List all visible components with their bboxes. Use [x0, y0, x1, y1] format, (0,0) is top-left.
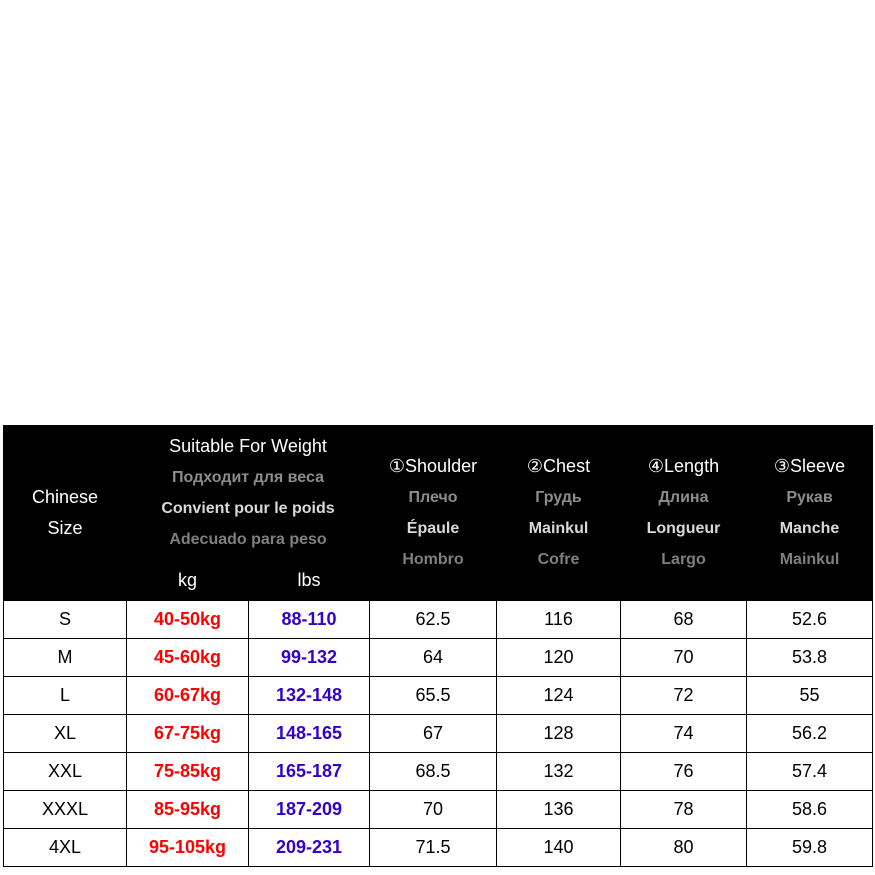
header-chest [497, 426, 621, 601]
cell-lbs: 132-148 [249, 677, 370, 715]
header-lbs: lbs [249, 560, 370, 601]
cell-kg: 67-75kg [127, 715, 249, 753]
header-kg: kg [127, 560, 249, 601]
size-chart-body [4, 601, 873, 867]
header-chest-fr: Mainkul [528, 520, 589, 537]
cell-lbs: 99-132 [249, 639, 370, 677]
cell-size: S [4, 601, 127, 639]
cell-kg: 75-85kg [127, 753, 249, 791]
table-row [4, 677, 873, 715]
cell-sleeve: 53.8 [747, 639, 873, 677]
cell-sleeve: 56.2 [747, 715, 873, 753]
cell-chest: 140 [497, 829, 621, 867]
cell-size: L [4, 677, 127, 715]
table-row [4, 753, 873, 791]
cell-length: 72 [621, 677, 747, 715]
cell-size: 4XL [4, 829, 127, 867]
header-chest-ru: Грудь [535, 489, 582, 506]
cell-kg: 85-95kg [127, 791, 249, 829]
header-length-fr: Longueur [646, 520, 721, 537]
header-shoulder [370, 426, 497, 601]
cell-shoulder: 65.5 [370, 677, 497, 715]
cell-length: 78 [621, 791, 747, 829]
cell-chest: 120 [497, 639, 621, 677]
header-length [621, 426, 747, 601]
header-shoulder-ru: Плечо [408, 489, 458, 506]
table-row [4, 601, 873, 639]
table-row [4, 791, 873, 829]
cell-size: XXL [4, 753, 127, 791]
table-row [4, 829, 873, 867]
cell-length: 74 [621, 715, 747, 753]
cell-shoulder: 62.5 [370, 601, 497, 639]
cell-lbs: 165-187 [249, 753, 370, 791]
cell-chest: 136 [497, 791, 621, 829]
cell-lbs: 148-165 [249, 715, 370, 753]
header-shoulder-es: Hombro [402, 551, 464, 568]
size-chart-header [4, 426, 873, 601]
cell-kg: 45-60kg [127, 639, 249, 677]
cell-chest: 124 [497, 677, 621, 715]
cell-shoulder: 64 [370, 639, 497, 677]
header-length-ru: Длина [658, 489, 709, 506]
header-weight-en: Suitable For Weight [169, 435, 327, 456]
header-sleeve-es: Mainkul [779, 551, 840, 568]
header-weight [127, 426, 370, 560]
header-chest-en: ②Chest [526, 456, 591, 476]
header-sleeve-ru: Рукав [786, 489, 833, 506]
cell-sleeve: 55 [747, 677, 873, 715]
cell-kg: 60-67kg [127, 677, 249, 715]
header-chinese-size-line2: Size [47, 518, 83, 538]
header-weight-ru: Подходит для веса [172, 468, 324, 486]
cell-lbs: 88-110 [249, 601, 370, 639]
cell-shoulder: 71.5 [370, 829, 497, 867]
header-sleeve-fr: Manche [779, 520, 840, 537]
cell-length: 80 [621, 829, 747, 867]
table-row [4, 715, 873, 753]
cell-chest: 132 [497, 753, 621, 791]
cell-sleeve: 52.6 [747, 601, 873, 639]
cell-sleeve: 59.8 [747, 829, 873, 867]
header-chinese-size [4, 426, 127, 601]
cell-shoulder: 67 [370, 715, 497, 753]
cell-chest: 116 [497, 601, 621, 639]
cell-kg: 95-105kg [127, 829, 249, 867]
cell-length: 68 [621, 601, 747, 639]
cell-lbs: 209-231 [249, 829, 370, 867]
header-shoulder-en: ①Shoulder [388, 456, 478, 476]
table-row [4, 639, 873, 677]
cell-size: M [4, 639, 127, 677]
size-chart-table [3, 425, 873, 867]
cell-lbs: 187-209 [249, 791, 370, 829]
cell-sleeve: 58.6 [747, 791, 873, 829]
header-length-es: Largo [661, 551, 706, 568]
cell-length: 70 [621, 639, 747, 677]
cell-size: XL [4, 715, 127, 753]
cell-shoulder: 68.5 [370, 753, 497, 791]
header-weight-es: Adecuado para peso [169, 530, 327, 548]
cell-size: XXXL [4, 791, 127, 829]
cell-chest: 128 [497, 715, 621, 753]
cell-length: 76 [621, 753, 747, 791]
header-sleeve [747, 426, 873, 601]
header-chest-es: Cofre [537, 551, 580, 568]
cell-shoulder: 70 [370, 791, 497, 829]
header-chinese-size-line1: Chinese [31, 487, 99, 507]
header-weight-fr: Convient pour le poids [161, 499, 335, 517]
header-shoulder-fr: Épaule [406, 520, 460, 537]
cell-kg: 40-50kg [127, 601, 249, 639]
cell-sleeve: 57.4 [747, 753, 873, 791]
header-length-en: ④Length [647, 456, 720, 476]
header-sleeve-en: ③Sleeve [773, 456, 846, 476]
